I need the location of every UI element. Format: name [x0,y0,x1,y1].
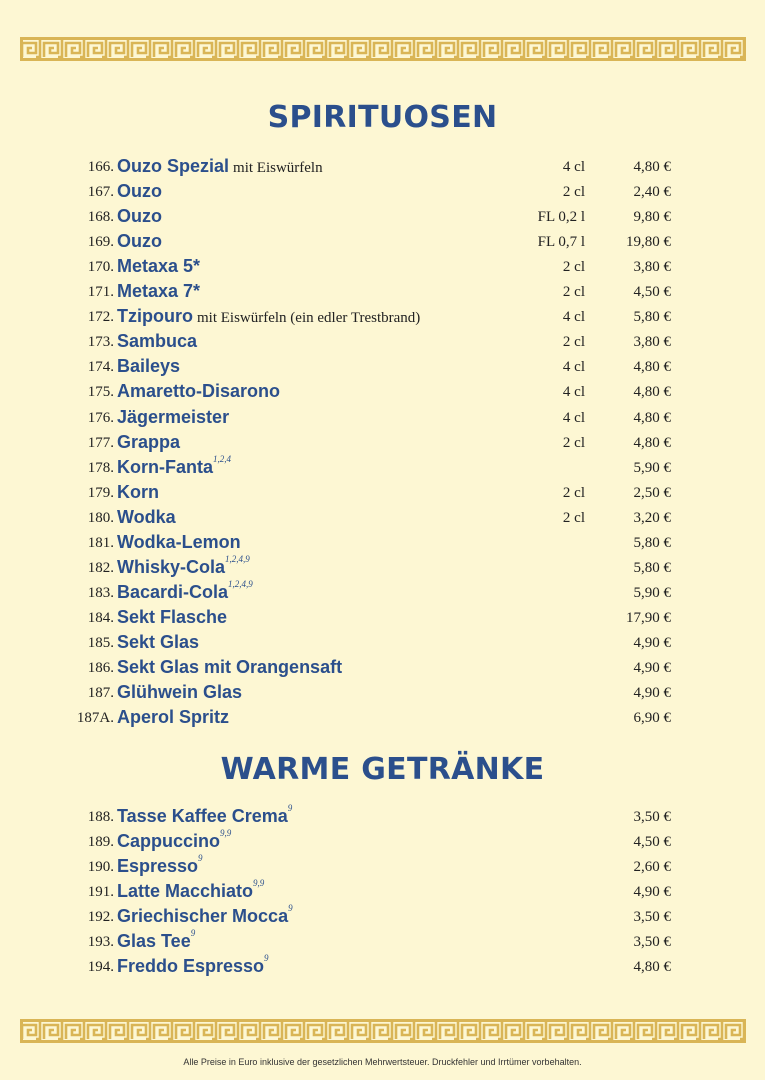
item-number: 174. [87,359,114,376]
item-number: 171. [87,284,114,301]
item-name [117,803,293,827]
item-quantity: 2 cl [562,434,585,451]
item-price: 4,80 € [633,359,671,376]
menu-item-row [0,156,765,181]
item-price: 9,80 € [633,209,671,226]
item-number: 167. [87,184,114,201]
item-name [117,156,323,177]
menu-item-row [0,578,765,607]
menu-item-row [0,553,765,582]
item-price: 4,90 € [633,660,671,676]
item-price: 2,50 € [633,484,671,501]
menu-item-row [0,607,765,632]
item-name [117,903,293,927]
item-price: 4,80 € [633,384,671,401]
item-name [117,828,232,852]
item-allergen-footnote: 9 [287,803,293,813]
menu-item-row [0,532,765,557]
item-quantity: 4 cl [562,359,585,376]
section-title-spirituosen: SPIRITUOSEN [267,100,498,135]
item-name-text: Wodka-Lemon [117,531,241,552]
item-name [117,181,162,202]
item-price: 3,50 € [633,809,671,825]
item-number: 175. [87,384,114,401]
item-name [117,532,241,553]
menu-item-row [0,878,765,906]
item-price: 5,80 € [633,309,671,326]
menu-item-row [0,853,765,881]
item-price: 3,80 € [633,334,671,351]
item-name-text: Sekt Glas mit Orangensaft [117,657,343,677]
menu-item-row [0,803,765,831]
item-name [117,306,420,327]
item-number: 166. [87,159,114,175]
item-number: 187A. [76,710,114,727]
item-name-text: Metaxa 7* [117,281,201,302]
item-name-text: Glas Tee [117,931,191,952]
item-quantity: 2 cl [562,484,585,501]
item-note: mit Eiswürfeln (ein edler Trestbrand) [196,310,421,327]
menu-item-row [0,281,765,306]
item-allergen-footnote: 1,2,4,9 [225,553,250,564]
item-number: 186. [87,660,114,676]
item-name-text: Espresso [117,856,199,877]
menu-item-row [0,828,765,856]
item-name [117,553,250,578]
item-quantity: FL 0,7 l [537,234,585,251]
item-number: 181. [87,534,114,551]
menu-item-row [0,432,765,457]
item-name-text: Latte Macchiato [117,881,254,902]
item-quantity: 4 cl [562,384,585,401]
item-price: 5,80 € [633,559,671,576]
item-name-text: Sekt Flasche [117,606,228,627]
item-number: 194. [87,959,114,976]
item-name [117,878,265,902]
menu-item-row [0,632,765,657]
item-number: 177. [87,434,114,451]
item-price: 4,90 € [633,884,671,901]
item-price: 2,40 € [633,184,671,201]
menu-item-row [0,953,765,981]
item-price: 4,50 € [633,834,671,851]
item-name [117,507,176,528]
item-quantity: 2 cl [562,284,585,301]
item-number: 185. [87,634,114,651]
item-price: 2,60 € [633,859,671,876]
menu-item-row [0,381,765,406]
menu-item-row [0,482,765,507]
item-number: 188. [87,809,114,825]
item-name-text: Amaretto-Disarono [117,381,281,402]
menu-item-row [0,903,765,931]
greek-key-border-bottom [20,1019,746,1043]
item-allergen-footnote: 1,2,4 [213,453,231,464]
item-name [117,953,269,977]
item-name [117,632,199,653]
item-quantity: FL 0,2 l [537,209,585,226]
item-name-text: Ouzo [117,231,162,252]
menu-item-row [0,256,765,281]
item-quantity: 2 cl [562,334,585,351]
item-number: 173. [87,334,114,351]
item-name-text: Korn [117,481,159,502]
item-allergen-footnote: 9 [264,953,269,964]
item-name-text: Glühwein Glas [117,682,243,703]
item-name-text: Jägermeister [117,406,230,427]
item-number: 180. [87,509,114,526]
item-allergen-footnote: 1,2,4,9 [228,578,253,589]
item-number: 170. [87,259,114,276]
item-price: 4,80 € [633,959,671,976]
item-name [117,206,162,227]
item-quantity: 4 cl [562,309,585,326]
item-allergen-footnote: 9 [198,853,203,864]
item-price: 4,50 € [633,284,671,301]
item-price: 4,90 € [633,685,671,702]
item-quantity: 4 cl [562,159,585,175]
item-price: 5,80 € [633,534,671,551]
menu-item-row [0,707,765,732]
item-price: 3,20 € [633,509,671,526]
menu-item-row [0,407,765,432]
item-name-text: Grappa [117,431,181,452]
item-name-text: Metaxa 5* [117,256,201,277]
item-name [117,707,229,728]
item-name-text: Ouzo Spezial [117,156,230,176]
item-price: 3,50 € [633,934,671,951]
menu-item-row [0,682,765,707]
item-name-text: Aperol Spritz [117,707,230,728]
item-number: 179. [87,484,114,501]
item-price: 4,90 € [633,634,671,651]
item-number: 193. [87,934,114,951]
item-allergen-footnote: 9 [288,903,293,914]
menu-item-row [0,231,765,256]
item-name-text: Bacardi-Cola [117,581,229,602]
item-number: 190. [87,859,114,876]
item-number: 187. [87,685,114,702]
item-number: 182. [87,559,114,576]
menu-item-row [0,331,765,356]
item-name-text: Freddo Espresso [117,956,265,977]
item-price: 3,50 € [633,909,671,926]
item-price: 4,80 € [633,159,671,175]
item-number: 191. [87,884,114,901]
item-name [117,356,180,377]
menu-item-row [0,928,765,956]
menu-item-row [0,356,765,381]
greek-key-border-top [20,37,746,61]
item-price: 4,80 € [633,409,671,426]
item-allergen-footnote: 9 [190,928,196,939]
item-name [117,682,242,703]
item-name-text: Sekt Glas [117,631,200,652]
item-name [117,331,197,352]
item-name [117,407,229,428]
item-number: 184. [87,609,114,626]
section-title-warme-getraenke: WARME GETRÄNKE [220,752,545,787]
item-name [117,853,203,877]
item-name [117,432,180,453]
item-name [117,482,159,503]
menu-item-row [0,181,765,206]
item-quantity: 2 cl [562,259,585,276]
item-name [117,281,200,302]
item-number: 178. [87,459,114,476]
item-name-text: Griechischer Mocca [117,906,289,927]
item-name-text: Wodka [117,506,176,527]
item-quantity: 4 cl [562,409,585,426]
item-name-text: Tasse Kaffee Crema [117,806,288,826]
item-name [117,381,280,402]
item-note: mit Eiswürfeln [233,160,323,176]
item-price: 19,80 € [626,234,671,251]
item-name-text: Baileys [117,356,181,377]
item-allergen-footnote: 9,9 [253,878,265,889]
item-quantity: 2 cl [562,509,585,526]
item-name-text: Korn-Fanta [117,456,213,477]
menu-item-row [0,206,765,231]
item-quantity: 2 cl [562,184,585,201]
item-name [117,231,162,252]
item-name [117,256,200,277]
item-name-text: Ouzo [117,206,162,227]
item-price: 6,90 € [633,710,671,727]
item-price: 4,80 € [633,434,671,451]
item-allergen-footnote: 9,9 [220,828,232,839]
menu-item-row [0,507,765,532]
item-name-text: Tzipouro [117,306,193,327]
menu-item-row [0,306,765,331]
item-number: 172. [87,309,114,326]
menu-item-row [0,657,765,682]
item-number: 192. [87,909,114,926]
item-price: 17,90 € [626,609,671,626]
item-name [117,928,196,952]
footer-disclaimer: Alle Preise in Euro inklusive der gesetzlichen Mehrwertsteuer. Druckfehler und Irrtümer vorbehalten. [183,1057,582,1067]
menu-item-row [0,453,765,482]
item-number: 183. [87,584,114,601]
item-number: 189. [87,834,114,851]
item-number: 168. [87,209,114,226]
item-price: 5,90 € [633,459,671,476]
item-price: 5,90 € [633,584,671,601]
item-number: 169. [87,234,114,251]
item-name-text: Cappuccino [117,831,221,852]
item-name [117,578,253,603]
item-name [117,607,227,628]
item-number: 176. [87,409,114,426]
item-price: 3,80 € [633,259,671,276]
item-name-text: Sambuca [117,331,198,352]
item-name-text: Ouzo [117,181,162,202]
item-name-text: Whisky-Cola [117,556,226,577]
item-name [117,453,231,478]
item-name [117,657,342,678]
